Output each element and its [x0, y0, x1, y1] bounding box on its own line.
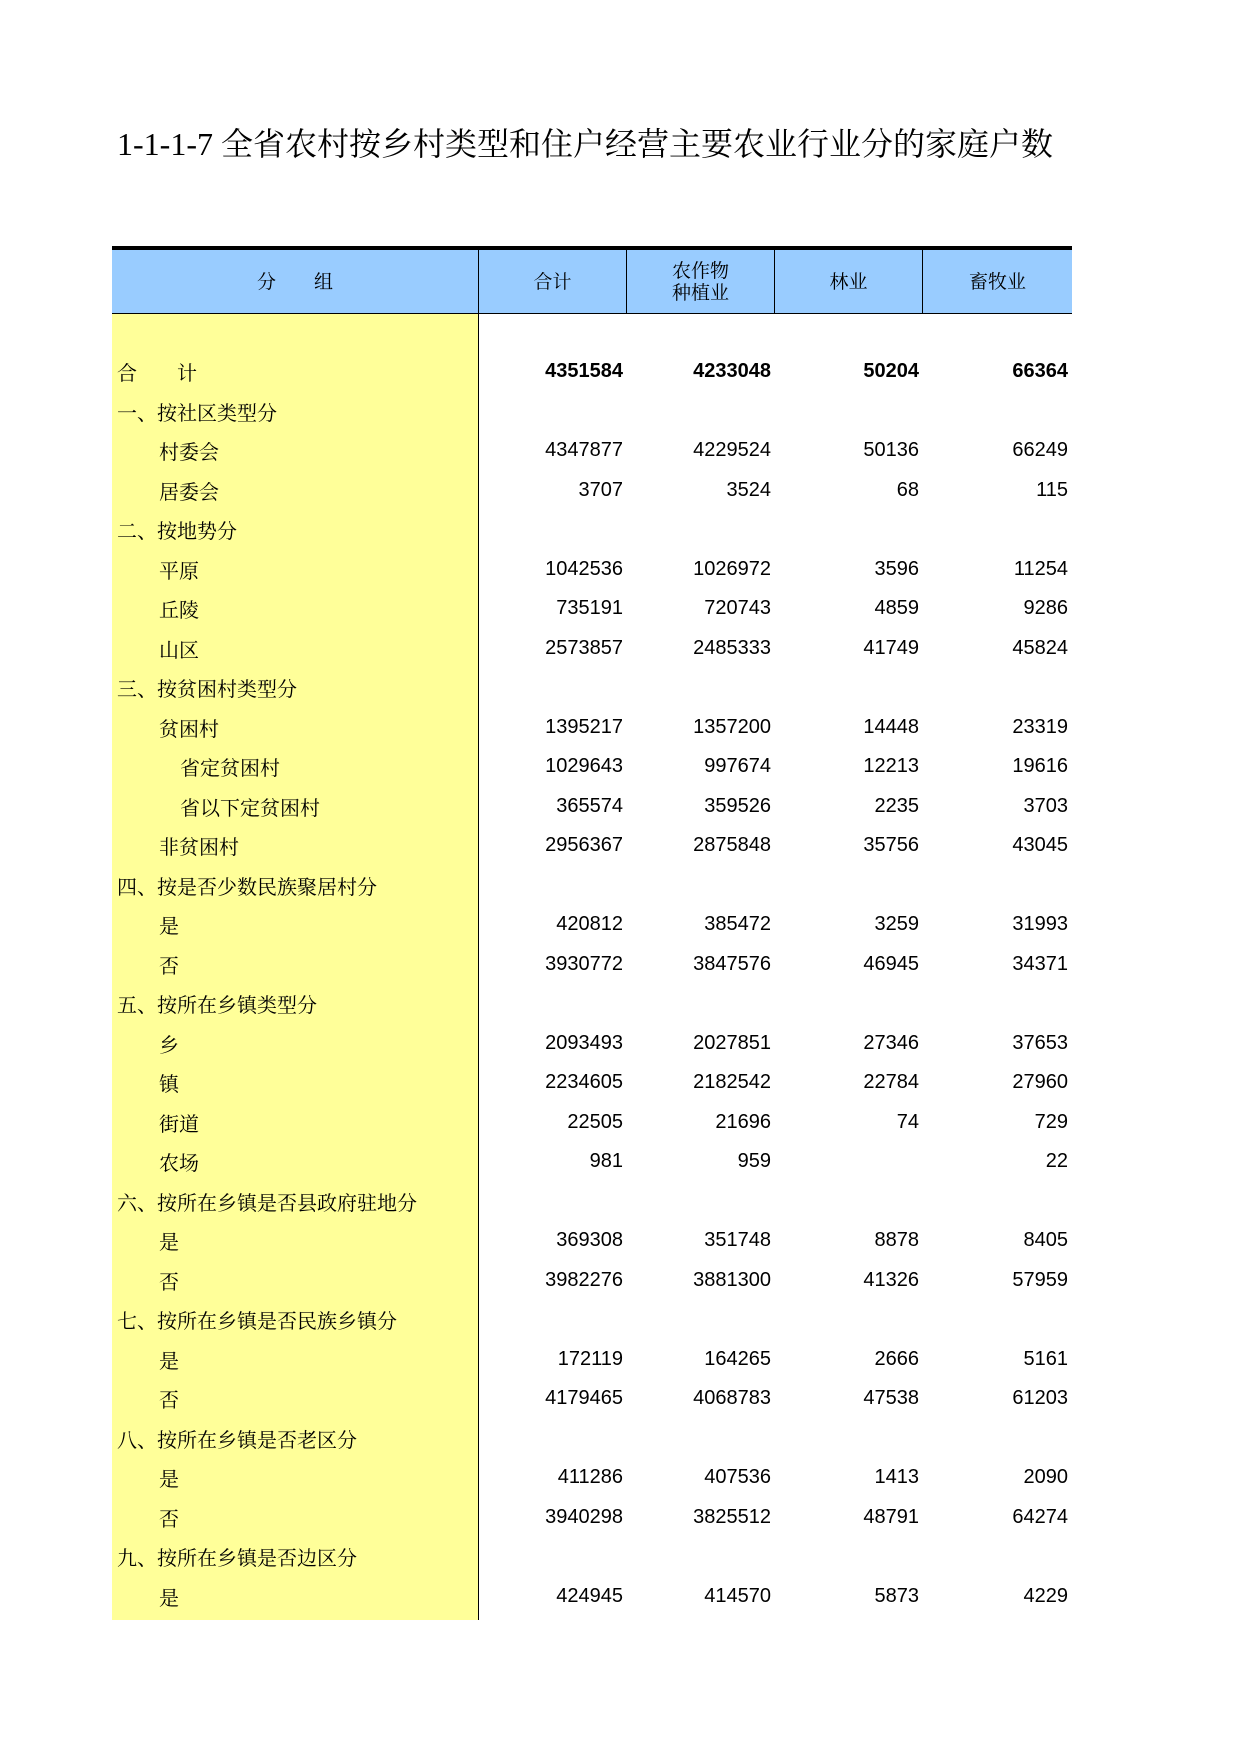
row-value: 720743 — [704, 597, 771, 620]
row-value: 3881300 — [693, 1268, 771, 1291]
row-label: 六、按所在乡镇是否县政府驻地分 — [117, 1190, 417, 1215]
row-value: 8878 — [874, 1229, 919, 1252]
row-label: 省以下定贫困村 — [180, 795, 320, 820]
row-label: 三、按贫困村类型分 — [117, 677, 297, 702]
row-value: 1357200 — [693, 715, 771, 738]
row-label: 村委会 — [159, 440, 219, 465]
row-value: 2093493 — [545, 1031, 623, 1054]
row-value: 3930772 — [545, 952, 623, 975]
row-value: 66249 — [1012, 439, 1068, 462]
table-row — [112, 1379, 1072, 1419]
row-value: 41749 — [863, 636, 919, 659]
table-row — [112, 471, 1072, 511]
table-row — [112, 1103, 1072, 1143]
row-value: 2956367 — [545, 834, 623, 857]
header-forestry: 林业 — [775, 250, 923, 314]
row-value: 1026972 — [693, 557, 771, 580]
row-value: 31993 — [1012, 913, 1068, 936]
row-value: 735191 — [556, 597, 623, 620]
row-value: 4229524 — [693, 439, 771, 462]
row-value: 50136 — [863, 439, 919, 462]
table-header — [112, 250, 1072, 314]
row-label: 四、按是否少数民族聚居村分 — [117, 874, 377, 899]
row-value: 35756 — [863, 834, 919, 857]
row-label: 是 — [159, 1348, 179, 1373]
row-label: 农场 — [159, 1151, 199, 1176]
table-row — [112, 550, 1072, 590]
row-value: 43045 — [1012, 834, 1068, 857]
table-row — [112, 1340, 1072, 1380]
table-row — [112, 1182, 1072, 1222]
row-value: 1395217 — [545, 715, 623, 738]
row-value: 729 — [1034, 1110, 1068, 1133]
row-label: 一、按社区类型分 — [117, 400, 277, 425]
row-value: 22784 — [863, 1071, 919, 1094]
row-value: 68 — [896, 478, 919, 501]
row-value: 5873 — [874, 1584, 919, 1607]
row-value: 50204 — [863, 360, 919, 383]
table-row — [112, 510, 1072, 550]
row-value: 4229 — [1023, 1584, 1068, 1607]
row-value: 3524 — [726, 478, 771, 501]
table-row — [112, 431, 1072, 471]
row-value: 46945 — [863, 952, 919, 975]
table-row — [112, 826, 1072, 866]
row-label: 五、按所在乡镇类型分 — [117, 993, 317, 1018]
row-value: 4068783 — [693, 1387, 771, 1410]
row-value: 369308 — [556, 1229, 623, 1252]
table-row — [112, 1419, 1072, 1459]
table-row — [112, 787, 1072, 827]
table-row — [112, 1458, 1072, 1498]
row-value: 3847576 — [693, 952, 771, 975]
row-value: 2875848 — [693, 834, 771, 857]
row-label: 平原 — [159, 558, 199, 583]
row-value: 11254 — [1013, 557, 1068, 580]
row-label: 贫困村 — [159, 716, 219, 741]
row-value: 37653 — [1012, 1031, 1068, 1054]
data-table — [112, 246, 1072, 1620]
table-row — [112, 984, 1072, 1024]
row-value: 1413 — [874, 1466, 919, 1489]
row-value: 45824 — [1012, 636, 1068, 659]
row-value: 3259 — [874, 913, 919, 936]
table-row — [112, 1577, 1072, 1617]
row-value: 14448 — [863, 715, 919, 738]
table-row — [112, 1261, 1072, 1301]
table-row — [112, 589, 1072, 629]
row-value: 420812 — [556, 913, 623, 936]
table-row — [112, 1024, 1072, 1064]
header-crop — [627, 250, 775, 314]
row-value: 3825512 — [693, 1505, 771, 1528]
row-value: 411286 — [557, 1466, 623, 1489]
row-label: 否 — [159, 953, 179, 978]
table-row — [112, 866, 1072, 906]
row-label: 是 — [159, 914, 179, 939]
table-row — [112, 1498, 1072, 1538]
row-value: 4233048 — [693, 360, 771, 383]
table-row — [112, 1300, 1072, 1340]
page-title: 1-1-1-7 全省农村按乡村类型和住户经营主要农业行业分的家庭户数 — [117, 126, 1053, 162]
row-label: 否 — [159, 1506, 179, 1531]
row-value: 2182542 — [693, 1071, 771, 1094]
row-value: 2027851 — [693, 1031, 771, 1054]
row-value: 22505 — [567, 1110, 623, 1133]
row-value: 8405 — [1023, 1229, 1068, 1252]
row-value: 172119 — [557, 1347, 623, 1370]
row-label: 否 — [159, 1269, 179, 1294]
table-row — [112, 629, 1072, 669]
table-row — [112, 1142, 1072, 1182]
row-value: 2235 — [874, 794, 919, 817]
row-value: 2485333 — [693, 636, 771, 659]
row-value: 9286 — [1023, 597, 1068, 620]
row-value: 2234605 — [545, 1071, 623, 1094]
row-value: 64274 — [1012, 1505, 1068, 1528]
header-livestock: 畜牧业 — [923, 250, 1072, 314]
header-group: 分 组 — [112, 250, 479, 314]
row-value: 21696 — [715, 1110, 771, 1133]
row-value: 74 — [896, 1110, 919, 1133]
row-value: 424945 — [556, 1584, 623, 1607]
row-value: 47538 — [863, 1387, 919, 1410]
row-value: 27346 — [863, 1031, 919, 1054]
row-value: 2573857 — [545, 636, 623, 659]
row-label: 镇 — [159, 1072, 179, 1097]
table-row — [112, 352, 1072, 392]
row-label: 二、按地势分 — [117, 519, 237, 544]
row-value: 414570 — [704, 1584, 771, 1607]
row-value: 407536 — [704, 1466, 771, 1489]
row-value: 351748 — [704, 1229, 771, 1252]
row-label: 非贫困村 — [159, 835, 239, 860]
row-value: 5161 — [1023, 1347, 1068, 1370]
row-value: 22 — [1045, 1150, 1068, 1173]
row-label: 居委会 — [159, 479, 219, 504]
row-value: 12213 — [863, 755, 919, 778]
row-value: 3982276 — [545, 1268, 623, 1291]
row-value: 27960 — [1012, 1071, 1068, 1094]
row-value: 997674 — [704, 755, 771, 778]
table-row — [112, 747, 1072, 787]
row-value: 115 — [1036, 478, 1068, 501]
row-label: 丘陵 — [159, 598, 199, 623]
table-body — [112, 352, 1072, 1616]
row-value: 959 — [737, 1150, 771, 1173]
row-value: 3703 — [1023, 794, 1068, 817]
row-label: 七、按所在乡镇是否民族乡镇分 — [117, 1309, 397, 1334]
row-value: 61203 — [1012, 1387, 1068, 1410]
table-row — [112, 945, 1072, 985]
row-value: 57959 — [1012, 1268, 1068, 1291]
row-value: 4179465 — [545, 1387, 623, 1410]
row-value: 3940298 — [545, 1505, 623, 1528]
row-value: 48791 — [863, 1505, 919, 1528]
row-label: 乡 — [159, 1032, 179, 1057]
row-value: 1029643 — [545, 755, 623, 778]
row-label: 九、按所在乡镇是否边区分 — [117, 1546, 357, 1571]
row-value: 4351584 — [545, 360, 623, 383]
row-label: 山区 — [159, 637, 199, 662]
row-value: 34371 — [1012, 952, 1068, 975]
row-value: 981 — [589, 1150, 623, 1173]
table-row — [112, 1537, 1072, 1577]
header-total: 合计 — [479, 250, 627, 314]
row-label: 合 计 — [117, 361, 197, 386]
row-value: 385472 — [704, 913, 771, 936]
row-value: 4347877 — [545, 439, 623, 462]
header-crop-label: 农作物 种植业 — [671, 259, 729, 304]
row-value: 3596 — [874, 557, 919, 580]
row-value: 66364 — [1012, 360, 1068, 383]
table-row — [112, 392, 1072, 432]
row-value: 41326 — [863, 1268, 919, 1291]
table-row — [112, 905, 1072, 945]
row-label: 否 — [159, 1388, 179, 1413]
row-label: 省定贫困村 — [180, 756, 280, 781]
table-row — [112, 1221, 1072, 1261]
table-row — [112, 668, 1072, 708]
row-value: 164265 — [704, 1347, 771, 1370]
row-label: 是 — [159, 1230, 179, 1255]
row-value: 365574 — [556, 794, 623, 817]
row-value: 4859 — [874, 597, 919, 620]
row-label: 是 — [159, 1467, 179, 1492]
row-label: 街道 — [159, 1111, 199, 1136]
row-label: 是 — [159, 1585, 179, 1610]
row-value: 3707 — [578, 478, 623, 501]
table-row — [112, 1063, 1072, 1103]
row-value: 2666 — [874, 1347, 919, 1370]
table-row — [112, 708, 1072, 748]
row-value: 1042536 — [545, 557, 623, 580]
row-label: 八、按所在乡镇是否老区分 — [117, 1427, 357, 1452]
row-value: 2090 — [1023, 1466, 1068, 1489]
row-value: 359526 — [704, 794, 771, 817]
row-value: 23319 — [1012, 715, 1068, 738]
row-value: 19616 — [1012, 755, 1068, 778]
